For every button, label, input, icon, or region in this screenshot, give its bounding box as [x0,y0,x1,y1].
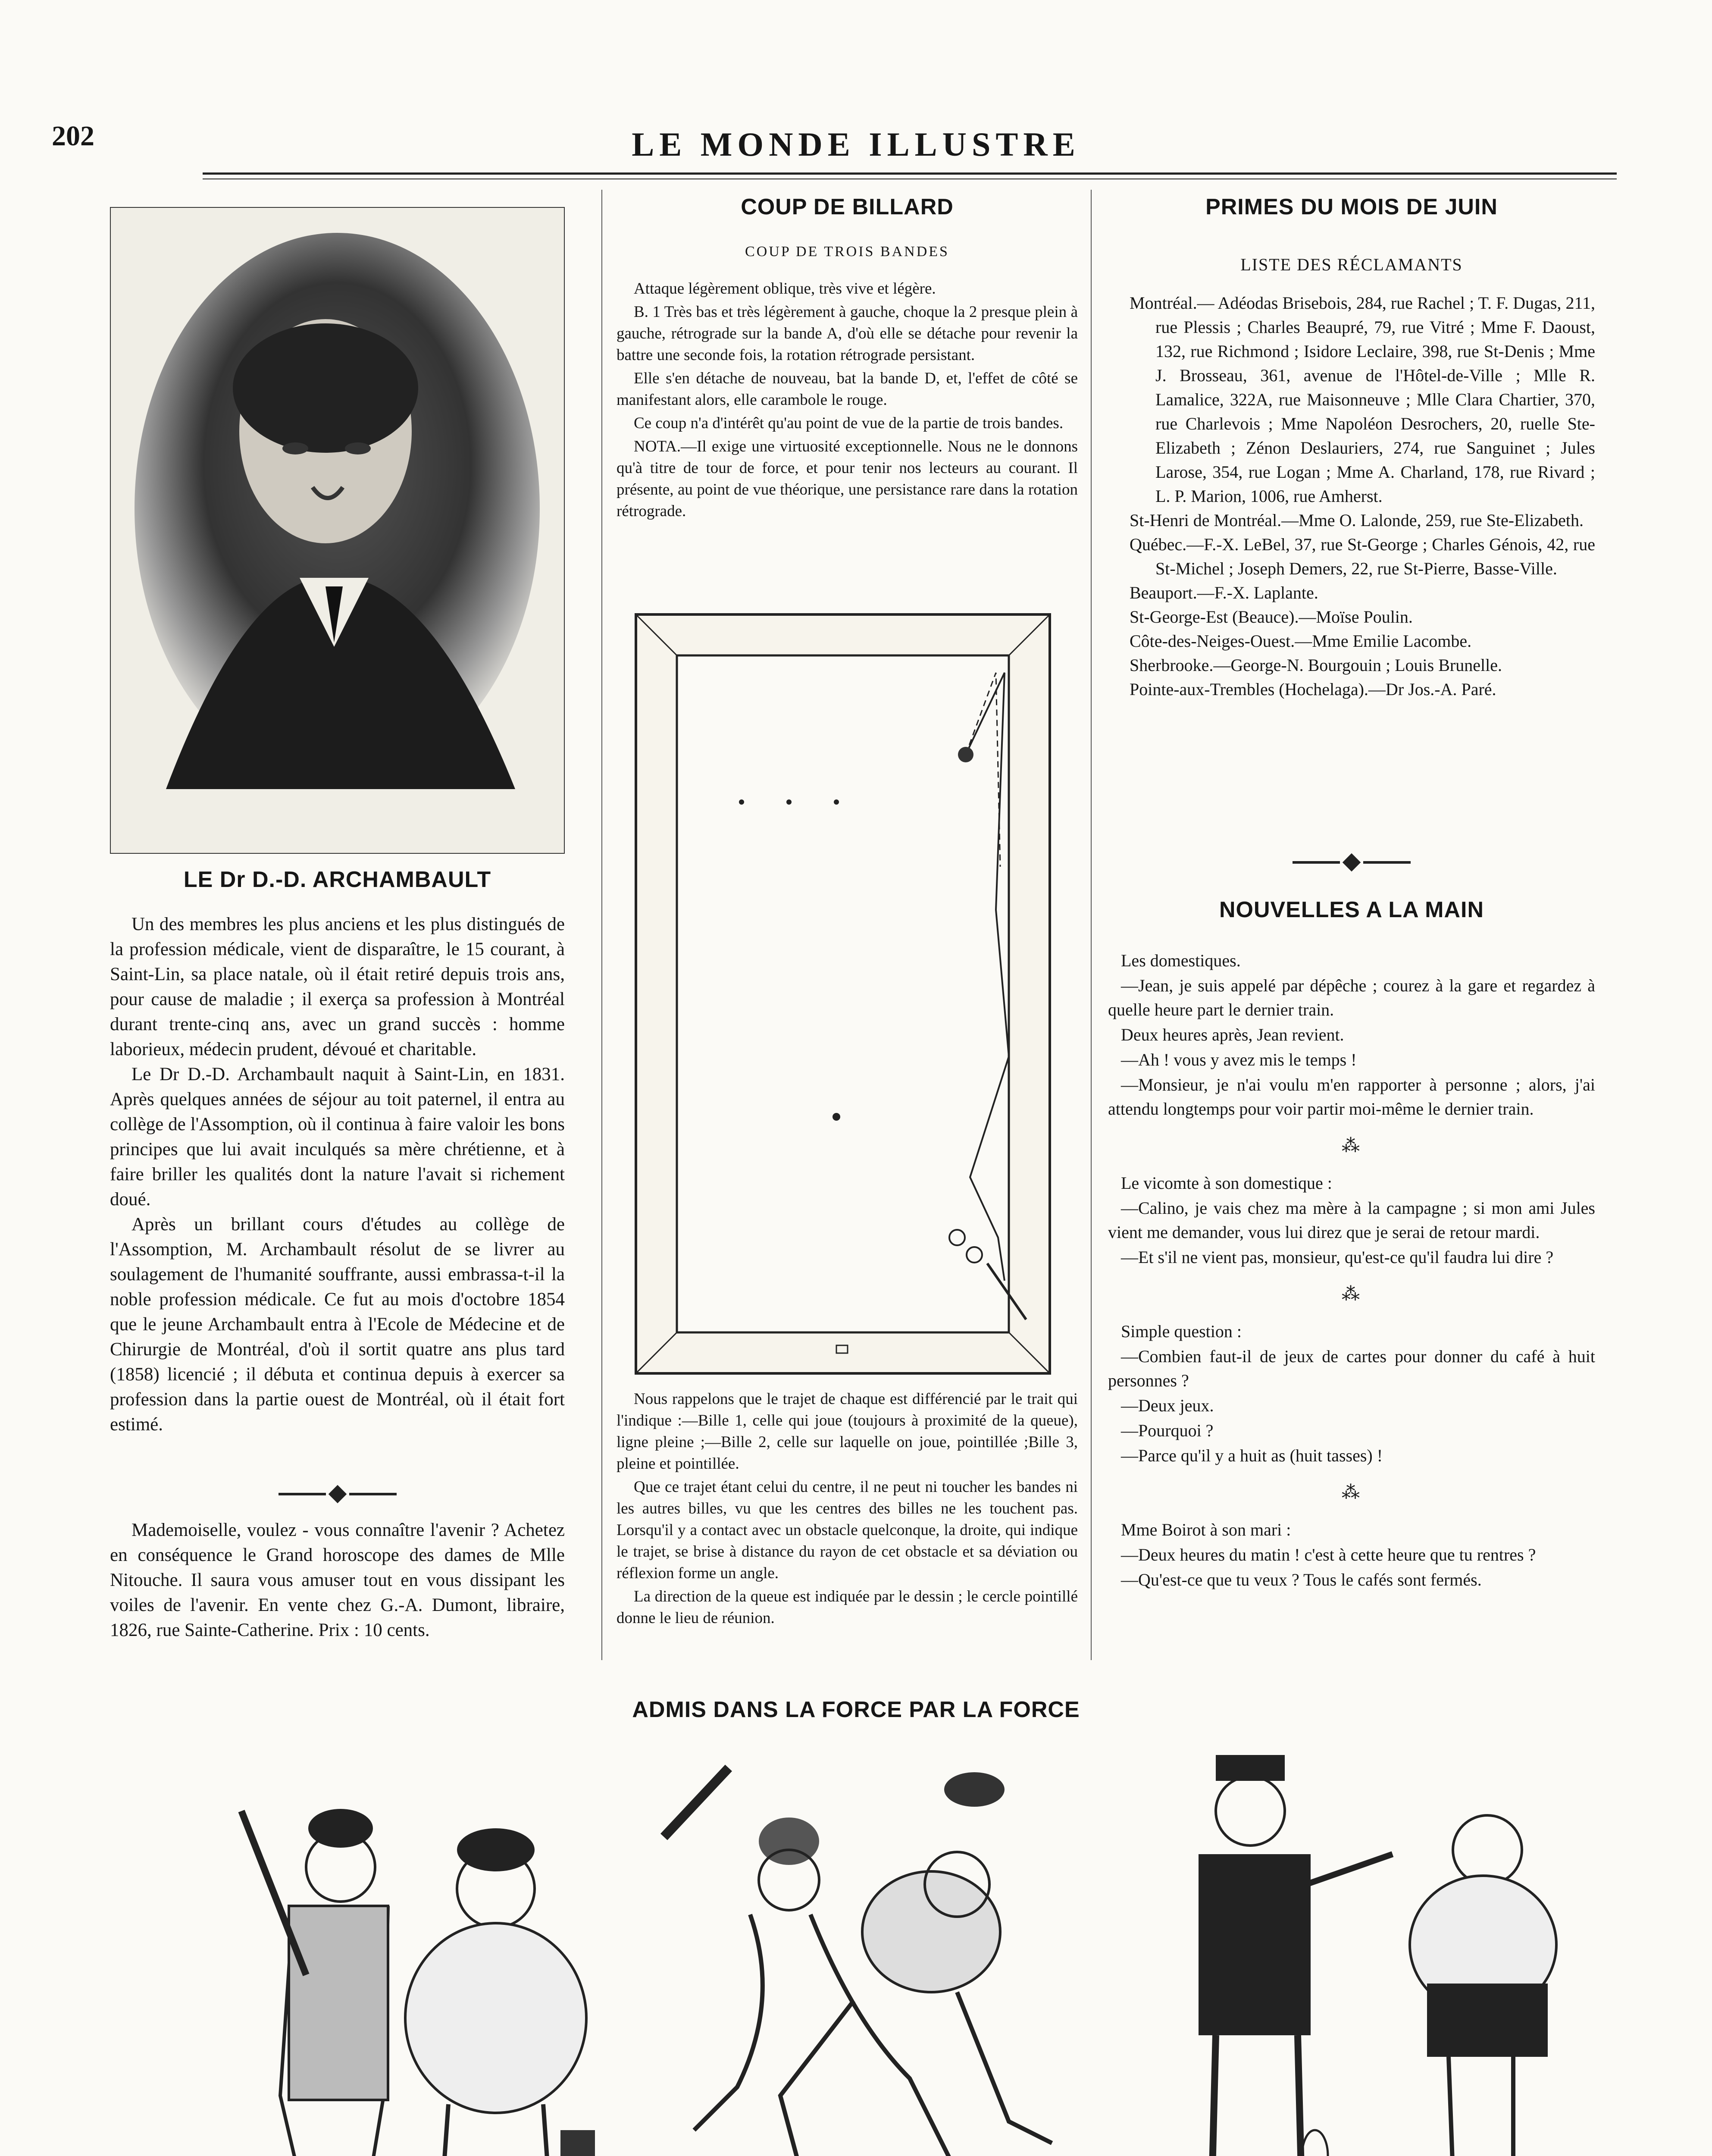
primes-entry: Pointe-aux-Trembles (Hochelaga).—Dr Jos.-A. Paré. [1130,680,1496,699]
nouvelles-line: —Et s'il ne vient pas, monsieur, qu'est-ce qu'il faudra lui dire ? [1121,1247,1554,1267]
stars-separator: ⁂ [1342,1136,1361,1156]
page-number: 202 [52,120,94,152]
cartoon-panel-1 [181,1751,634,2156]
billard-heading: COUP DE BILLARD [741,194,954,219]
ornament-divider [110,1488,565,1501]
primes-entry: St-George-Est (Beauce).—Moïse Poulin. [1130,607,1413,627]
cartoon-panel-3 [1117,1742,1569,2156]
nouvelles-line: Les domestiques. [1121,951,1241,970]
billard-paragraph: B. 1 Très bas et très légèrement à gauche, choque la 2 presque plein à gauche, rétrograde sur la bande A, d'où elle se détache pour revenir la battre une seconde fois, la rotation rétrograde persistant. [617,303,1078,364]
nouvelles-line: Mme Boirot à son mari : [1121,1520,1291,1539]
nouvelles-line: —Deux jeux. [1121,1396,1214,1415]
nouvelles-body [1108,949,1595,1593]
obituary-paragraph: Le Dr D.-D. Archambault naquit à Saint-Lin, en 1831. Après quelques années de séjour au toit paternel, il entra au collège de l'Assomption, où il continua à faire valoir les bons principes que lui avait inculqués sa mère chrétienne, et à faire briller les qualités dont la nature l'avait si richement doué. [110,1064,565,1210]
billard-notes [617,1388,1078,1631]
masthead-rule [203,172,1617,175]
cartoon-panel-2 [629,1742,1086,2156]
primes-entry: Québec.—F.-X. LeBel, 37, rue St-George ; Charles Génois, 42, rue St-Michel ; Joseph Demers, 22, rue St-Pierre, Basse-Ville. [1130,535,1595,578]
column-divider [1091,190,1092,1660]
billiard-table-diagram [629,608,1056,1380]
stars-separator: ⁂ [1342,1285,1361,1304]
portrait-image [110,207,565,854]
billard-paragraph: NOTA.—Il exige une virtuosité exceptionnelle. Nous ne le donnons qu'à titre de tour de force, et pour tenir nos lecteurs au courant. Il présente, au point de vue théorique, une persistance rare dans la rotation rétrograde. [617,438,1078,520]
nouvelles-line: —Monsieur, je n'ai voulu m'en rapporter à personne ; alors, j'ai attendu longtemps pour voir partir moi-même le dernier train. [1108,1075,1595,1119]
primes-entry: Beauport.—F.-X. Laplante. [1130,583,1318,602]
obituary-body [110,912,565,1437]
obituary-heading: LE Dr D.-D. ARCHAMBAULT [183,867,491,892]
nouvelles-line: —Ah ! vous y avez mis le temps ! [1121,1050,1357,1069]
nouvelles-heading: NOUVELLES A LA MAIN [1219,897,1484,922]
nouvelles-line: —Combien faut-il de jeux de cartes pour donner du café à huit personnes ? [1108,1347,1595,1390]
primes-entry: Montréal.— Adéodas Brisebois, 284, rue Rachel ; T. F. Dugas, 211, rue Plessis ; Charles Beaupré, 79, rue Vitré ; Mme F. Daoust, 132, rue Richmond ; Isidore Leclaire, 398, rue St-Denis ; Mme J. Brosseau, 361, avenue de l'Hôtel-de-Ville ; Mlle R. Lamalice, 322A, rue Maisonneuve ; Mlle Clara Chartier, 370, rue Charlevois ; Mme Napoléon Desrochers, 20, ruelle Ste-Elizabeth ; Zénon Deslauriers, 274, rue Sanguinet ; Jules Larose, 354, rue Logan ; Mme A. Charland, 178, rue Rivard ; L. P. Marion, 1006, rue Amherst. [1130,293,1595,506]
primes-entry: Côte-des-Neiges-Ouest.—Mme Emilie Lacombe. [1130,631,1472,651]
nouvelles-line: —Deux heures du matin ! c'est à cette heure que tu rentres ? [1121,1545,1536,1564]
obituary-paragraph: Un des membres les plus anciens et les plus distingués de la profession médicale, vient de disparaître, le 15 courant, à Saint-Lin, sa place natale, où il était retiré depuis trois ans, pour cause de maladie ; il exerça sa profession à Montréal durant trente-cinq ans, avec un grand succès : homme laborieux, médecin prudent, dévoué et charitable. [110,914,565,1059]
horoscope-text: Mademoiselle, voulez - vous connaître l'avenir ? Achetez en conséquence le Grand horoscope des dames de Mlle Nitouche. Il saura vous amuser tout en vous dissipant les voiles de l'avenir. En vente chez G.-A. Dumont, libraire, 1826, rue Sainte-Catherine. Prix : 10 cents. [110,1520,565,1640]
billard-paragraph: Attaque légèrement oblique, très vive et légère. [634,280,936,298]
primes-entry: Sherbrooke.—George-N. Bourgouin ; Louis Brunelle. [1130,655,1502,675]
primes-subheading: LISTE DES RÉCLAMANTS [1240,255,1463,274]
primes-list [1130,291,1595,702]
billard-note: Nous rappelons que le trajet de chaque est différencié par le trait qui l'indique :—Bille 1, celle qui joue (toujours à proximité de la queue), ligne pleine ;—Bille 2, celle sur laquelle on joue, pointillée ;Bille 3, pleine et pointillée. [617,1390,1078,1473]
billard-paragraph: Elle s'en détache de nouveau, bat la bande D, et, l'effet de côté se manifestant alors, elle carambole le rouge. [617,370,1078,409]
nouvelles-line: —Pourquoi ? [1121,1421,1214,1440]
obituary-paragraph: Après un brillant cours d'études au collège de l'Assomption, M. Archambault résolut de se livrer au soulagement de l'humanité souffrante, aussi embrassa-t-il la noble profession médicale. Ce fut au mois d'octobre 1854 que le jeune Archambault entra à l'Ecole de Médecine et de Chirurgie de Montréal, d'où il sortit quatre ans plus tard (1858) licencié ; il débuta et continua depuis à exercer sa profession dans la partie ouest de Montréal, où il était fort estimé. [110,1214,565,1435]
nouvelles-line: Simple question : [1121,1322,1242,1341]
nouvelles-line: —Parce qu'il y a huit as (huit tasses) ! [1121,1446,1383,1465]
billard-text [617,278,1078,524]
billard-note: Que ce trajet étant celui du centre, il ne peut ni toucher les bandes ni les autres billes, vu que les centres des billes ne les touchent pas. Lorsqu'il y a contact avec un obstacle quelconque, la droite, qui indique le trajet, se brise à distance du rayon de cet obstacle et sa déviation ou réflexion forme un angle. [617,1478,1078,1582]
nouvelles-line: —Jean, je suis appelé par dépêche ; courez à la gare et regardez à quelle heure part le dernier train. [1108,976,1595,1019]
billard-subheading: COUP DE TROIS BANDES [745,244,949,260]
nouvelles-line: —Qu'est-ce que tu veux ? Tous le cafés sont fermés. [1121,1570,1482,1589]
billard-note: La direction de la queue est indiquée par le dessin ; le cercle pointillé donne le lieu de réunion. [617,1588,1078,1627]
billard-paragraph: Ce coup n'a d'intérêt qu'au point de vue de la partie de trois bandes. [634,414,1064,432]
primes-entry: St-Henri de Montréal.—Mme O. Lalonde, 259, rue Ste-Elizabeth. [1130,511,1584,530]
nouvelles-line: Deux heures après, Jean revient. [1121,1025,1344,1044]
horoscope-ad [110,1518,565,1643]
primes-heading: PRIMES DU MOIS DE JUIN [1205,194,1498,219]
ornament-divider [1108,856,1595,869]
nouvelles-line: —Calino, je vais chez ma mère à la campagne ; si mon ami Jules vient me demander, vous lui direz que je serai de retour mardi. [1108,1198,1595,1242]
stars-separator: ⁂ [1342,1483,1361,1503]
newspaper-title: LE MONDE ILLUSTRE [632,125,1080,163]
cartoon-heading: ADMIS DANS LA FORCE PAR LA FORCE [632,1697,1080,1722]
nouvelles-line: Le vicomte à son domestique : [1121,1173,1332,1193]
column-divider [601,190,602,1660]
